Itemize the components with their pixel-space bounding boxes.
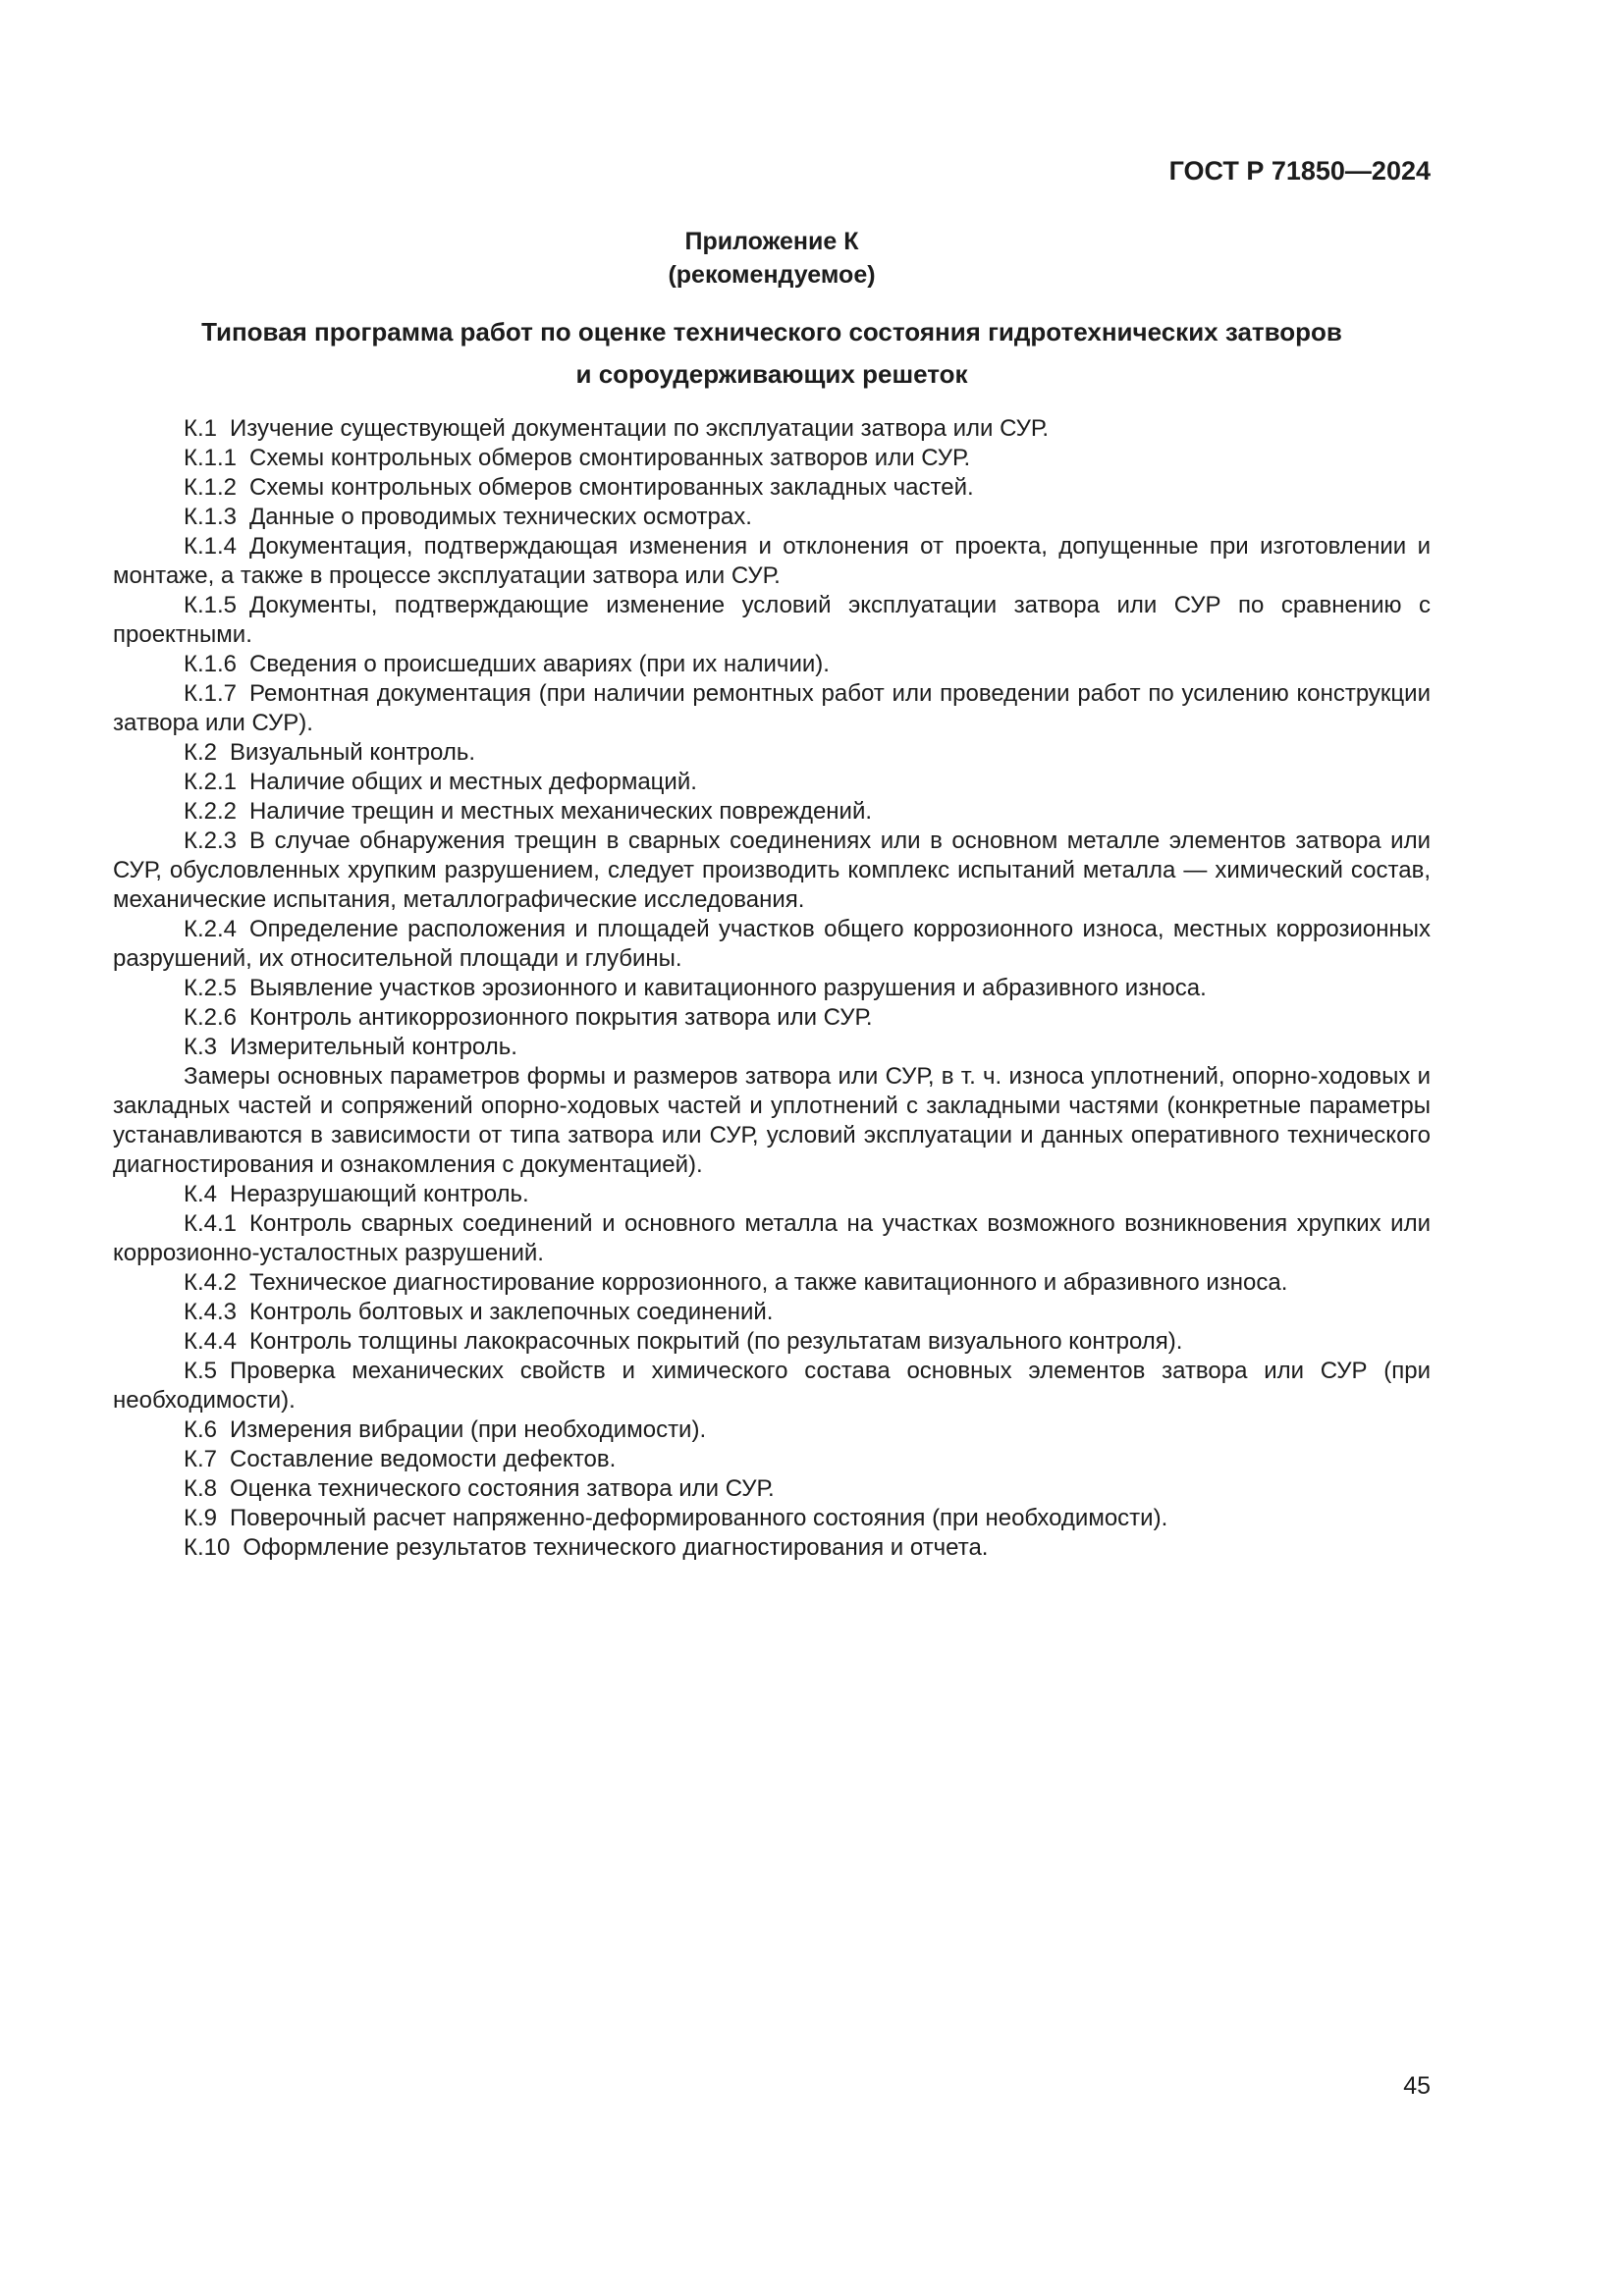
clause-number: К.4.1 xyxy=(184,1210,238,1237)
appendix-title-line-2: и сороудерживающих решеток xyxy=(575,359,968,389)
clause-number: К.5 xyxy=(184,1358,217,1384)
clause-paragraph xyxy=(113,974,1431,1003)
appendix-head xyxy=(113,225,1431,292)
clause-number: К.1.4 xyxy=(184,533,238,560)
clause-paragraph xyxy=(113,1268,1431,1298)
clause-paragraph xyxy=(113,1504,1431,1533)
clause-paragraph xyxy=(113,1445,1431,1474)
clause-number: К.2.4 xyxy=(184,916,238,942)
clause-paragraph xyxy=(113,1327,1431,1357)
clause-text: Контроль антикоррозионного покрытия затвора или СУР. xyxy=(249,1004,873,1031)
clause-text: Данные о проводимых технических осмотрах. xyxy=(249,504,752,530)
clause-paragraph xyxy=(113,1357,1431,1415)
appendix-kind: (рекомендуемое) xyxy=(668,261,876,289)
clause-number: К.4.4 xyxy=(184,1328,238,1355)
clause-number: К.2 xyxy=(184,739,217,766)
clause-text: Контроль толщины лакокрасочных покрытий (по результатам визуального контроля). xyxy=(249,1328,1183,1355)
clause-text: Оценка технического состояния затвора или СУР. xyxy=(230,1475,775,1502)
clause-text: Наличие трещин и местных механических повреждений. xyxy=(249,798,873,825)
clause-text: Техническое диагностирование коррозионного, а также кавитационного и абразивного износа. xyxy=(249,1269,1288,1296)
clause-number: К.2.1 xyxy=(184,769,238,795)
clause-number: К.3 xyxy=(184,1034,217,1060)
clause-list xyxy=(113,414,1431,1563)
clause-number: К.2.5 xyxy=(184,975,238,1001)
clause-text: Документы, подтверждающие изменение условий эксплуатации затвора или СУР по сравнению с проектными. xyxy=(113,592,1431,648)
clause-paragraph xyxy=(113,591,1431,650)
clause-paragraph xyxy=(113,738,1431,768)
clause-paragraph xyxy=(113,532,1431,591)
clause-paragraph xyxy=(113,1003,1431,1033)
clause-paragraph xyxy=(113,473,1431,503)
clause-text: Проверка механических свойств и химического состава основных элементов затвора или СУР (при необходимости). xyxy=(113,1358,1431,1414)
clause-number: К.4 xyxy=(184,1181,217,1207)
clause-text: Составление ведомости дефектов. xyxy=(230,1446,617,1472)
clause-paragraph xyxy=(113,827,1431,915)
clause-paragraph xyxy=(113,679,1431,738)
clause-text: Изучение существующей документации по эксплуатации затвора или СУР. xyxy=(230,415,1049,442)
clause-text: Замеры основных параметров формы и размеров затвора или СУР, в т. ч. износа уплотнений, опорно-ходовых и закладных частей и сопряжений опорно-ходовых частей и уплотнений с закладными частями (конкретные параметры устанавливаются в зависимости от типа затвора или СУР, условий эксплуатации и данных оперативного технического диагностирования и ознакомления с документацией). xyxy=(113,1063,1431,1178)
clause-text: Наличие общих и местных деформаций. xyxy=(249,769,697,795)
clause-paragraph xyxy=(113,797,1431,827)
clause-paragraph xyxy=(113,768,1431,797)
clause-number: К.6 xyxy=(184,1416,217,1443)
clause-number: К.2.2 xyxy=(184,798,238,825)
clause-text: Визуальный контроль. xyxy=(230,739,476,766)
clause-text: Поверочный расчет напряженно-деформированного состояния (при необходимости). xyxy=(230,1505,1168,1531)
clause-paragraph xyxy=(113,1209,1431,1268)
clause-number: К.4.3 xyxy=(184,1299,238,1325)
clause-paragraph xyxy=(113,1298,1431,1327)
clause-text: Оформление результатов технического диагностирования и отчета. xyxy=(243,1534,989,1561)
clause-text: Выявление участков эрозионного и кавитационного разрушения и абразивного износа. xyxy=(249,975,1207,1001)
clause-paragraph xyxy=(113,1415,1431,1445)
clause-paragraph xyxy=(113,650,1431,679)
clause-paragraph xyxy=(113,1180,1431,1209)
appendix-title-line-1: Типовая программа работ по оценке технического состояния гидротехнических затворов xyxy=(201,317,1342,347)
clause-text: Контроль болтовых и заклепочных соединений. xyxy=(249,1299,774,1325)
clause-number: К.2.3 xyxy=(184,828,238,854)
clause-paragraph xyxy=(113,1533,1431,1563)
clause-text: Определение расположения и площадей участков общего коррозионного износа, местных коррозионных разрушений, их относительной площади и глубины. xyxy=(113,916,1431,972)
page-number: 45 xyxy=(1403,2072,1431,2100)
clause-number: К.2.6 xyxy=(184,1004,238,1031)
appendix-label: Приложение К xyxy=(684,228,859,255)
clause-number: К.1.5 xyxy=(184,592,238,618)
clause-text: Неразрушающий контроль. xyxy=(230,1181,529,1207)
clause-paragraph xyxy=(113,915,1431,974)
clause-text: Документация, подтверждающая изменения и отклонения от проекта, допущенные при изготовлении и монтаже, а также в процессе эксплуатации затвора или СУР. xyxy=(113,533,1431,589)
clause-number: К.8 xyxy=(184,1475,217,1502)
clause-text: Измерения вибрации (при необходимости). xyxy=(230,1416,707,1443)
clause-number: К.1 xyxy=(184,415,217,442)
clause-number: К.10 xyxy=(184,1534,231,1561)
appendix-title xyxy=(113,311,1431,396)
clause-paragraph xyxy=(113,1474,1431,1504)
clause-text: Измерительный контроль. xyxy=(230,1034,517,1060)
clause-text: В случае обнаружения трещин в сварных соединениях или в основном металле элементов затвора или СУР, обусловленных хрупким разрушением, следует производить комплекс испытаний металла — химический состав, механические испытания, металлографические исследования. xyxy=(113,828,1431,913)
clause-text: Сведения о происшедших авариях (при их наличии). xyxy=(249,651,830,677)
running-header: ГОСТ Р 71850—2024 xyxy=(1168,156,1431,186)
clause-number: К.4.2 xyxy=(184,1269,238,1296)
clause-number: К.1.3 xyxy=(184,504,238,530)
clause-number: К.1.7 xyxy=(184,680,238,707)
clause-text: Ремонтная документация (при наличии ремонтных работ или проведении работ по усилению конструкции затвора или СУР). xyxy=(113,680,1431,736)
clause-number: К.9 xyxy=(184,1505,217,1531)
clause-number: К.1.1 xyxy=(184,445,238,471)
clause-paragraph xyxy=(113,1033,1431,1062)
clause-text: Схемы контрольных обмеров смонтированных закладных частей. xyxy=(249,474,974,501)
clause-paragraph xyxy=(113,444,1431,473)
clause-text: Схемы контрольных обмеров смонтированных затворов или СУР. xyxy=(249,445,971,471)
clause-paragraph xyxy=(113,414,1431,444)
clause-number: К.7 xyxy=(184,1446,217,1472)
clause-paragraph xyxy=(113,503,1431,532)
clause-number: К.1.2 xyxy=(184,474,238,501)
clause-text: Контроль сварных соединений и основного металла на участках возможного возникновения хрупких или коррозионно-усталостных разрушений. xyxy=(113,1210,1431,1266)
clause-number: К.1.6 xyxy=(184,651,238,677)
clause-paragraph xyxy=(113,1062,1431,1180)
